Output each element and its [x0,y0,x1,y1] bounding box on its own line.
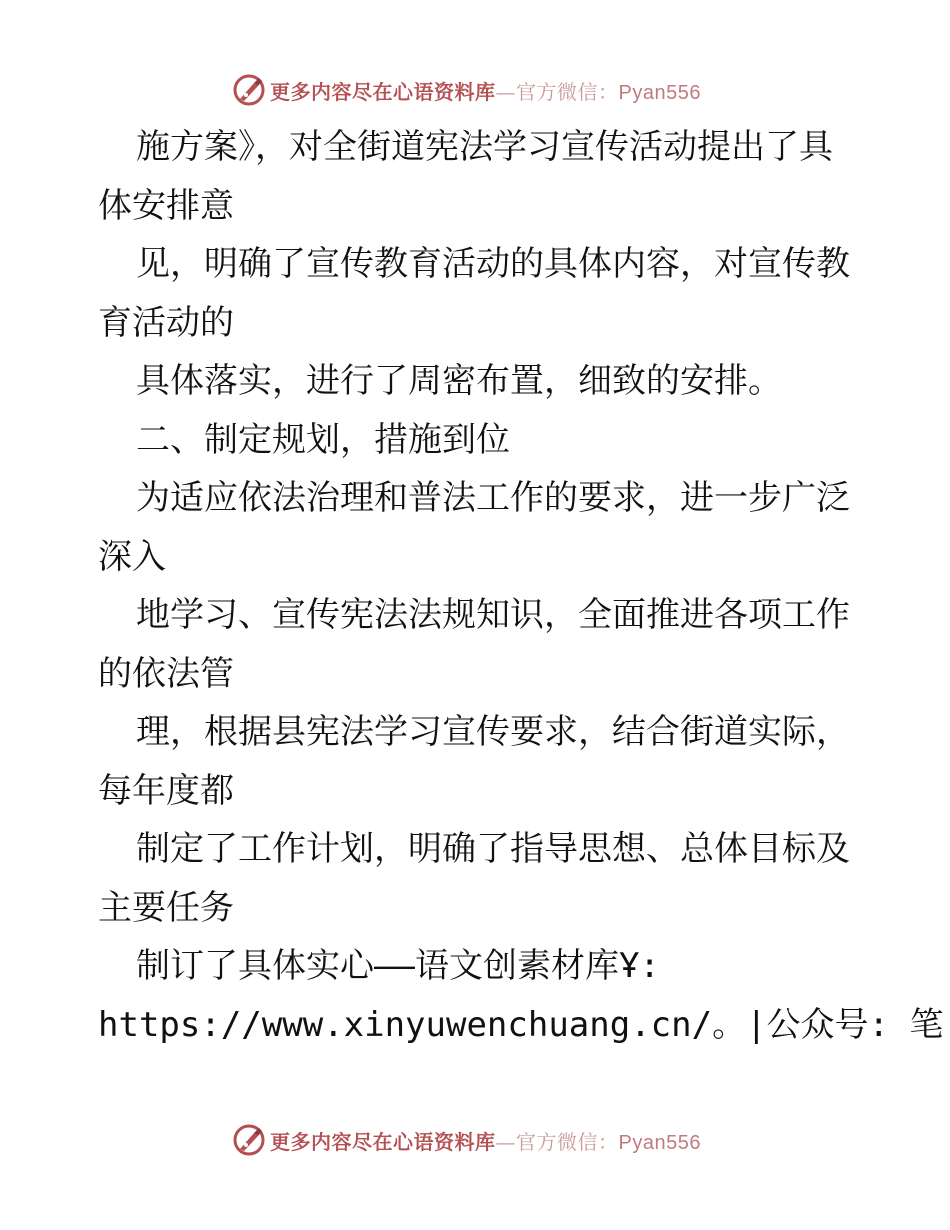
footer-banner-text [270,1126,701,1155]
section-heading: 二、制定规划，措施到位 [136,419,510,460]
text-line: 理，根据县宪法学习宣传要求，结合街道实际， [136,712,850,752]
url-line: https://www.xinyuwenchuang.cn/。|公众号: 笔 [98,1004,944,1045]
text-line: 每年度都 [98,770,234,811]
footer-banner-dash: — [495,1129,516,1154]
header-banner-dash: — [495,79,516,104]
text-line: 见，明确了宣传教育活动的具体内容，对宣传教 [136,244,850,284]
text-line: 具体落实，进行了周密布置，细致的安排。 [136,361,782,401]
text-line: 深入 [98,536,166,577]
pen-logo-icon [232,73,266,107]
footer-banner-wechat: 官方微信： [516,1129,619,1154]
text-line: 主要任务 [98,887,234,928]
footer-banner [232,1122,752,1158]
header-banner-id: Pyan556 [618,81,701,104]
text-line: 的依法管 [98,653,234,694]
footer-banner-id: Pyan556 [618,1131,701,1154]
header-banner-wechat: 官方微信： [516,79,619,104]
text-line: 为适应依法治理和普法工作的要求，进一步广泛 [136,478,850,518]
footer-banner-title: 更多内容尽在心语资料库 [270,1129,496,1154]
text-line: 地学习、宣传宪法法规知识，全面推进各项工作 [136,595,850,635]
text-line: 体安排意 [98,185,234,226]
pen-logo-icon [232,1123,266,1157]
text-line: 制定了工作计划，明确了指导思想、总体目标及 [136,829,850,869]
header-banner-text [270,76,701,105]
document-body [98,118,944,1054]
text-line: 施方案》，对全街道宪法学习宣传活动提出了具 [136,127,833,167]
header-banner-title: 更多内容尽在心语资料库 [270,79,496,104]
text-line: 制订了具体实心——语文创素材库Ұ: [136,946,660,986]
header-banner [232,72,752,108]
text-line: 育活动的 [98,302,234,343]
